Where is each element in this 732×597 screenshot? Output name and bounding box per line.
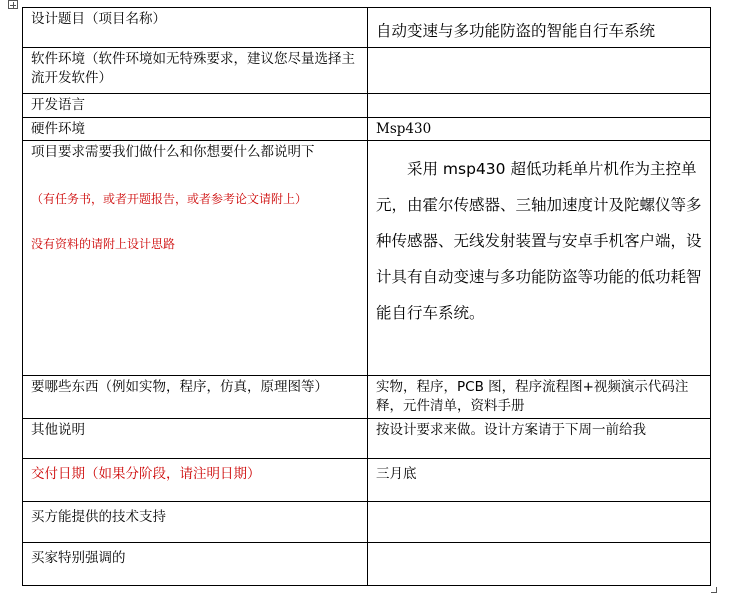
software-env-value[interactable] (368, 48, 711, 94)
requirements-text: 采用 msp430 超低功耗单片机作为主控单元，由霍尔传感器、三轴加速度计及陀螺仪等多种传感器、无线发射装置与安卓手机客户端，设计具有自动变速与多功能防盗等功能的低功耗智能自行车系统。 (376, 160, 702, 322)
table-row (23, 376, 711, 419)
table-row (23, 459, 711, 502)
design-idea-note: 没有资料的请附上设计思路 (31, 237, 176, 251)
dev-language-value[interactable] (368, 94, 711, 118)
attachment-note: （有任务书，或者开题报告，或者参考论文请附上） (31, 192, 308, 206)
label-cell: 开发语言 (23, 94, 368, 118)
table-row (23, 419, 711, 459)
table-row (23, 94, 711, 118)
requirements-value[interactable] (368, 141, 711, 376)
delivery-date-value[interactable]: 三月底 (368, 459, 711, 502)
label-cell: 买方能提供的技术支持 (23, 502, 368, 543)
table-row (23, 141, 711, 376)
label-cell (23, 141, 368, 376)
requirements-label: 项目要求需要我们做什么和你想要什么都说明下 (31, 144, 315, 160)
label-cell: 软件环境（软件环境如无特殊要求，建议您尽量选择主流开发软件） (23, 48, 368, 94)
deliverables-value[interactable]: 实物，程序，PCB 图，程序流程图+视频演示代码注释，元件清单，资料手册 (368, 376, 711, 419)
label-cell: 其他说明 (23, 419, 368, 459)
project-title-value[interactable]: 自动变速与多功能防盗的智能自行车系统 (368, 8, 711, 48)
other-notes-value[interactable]: 按设计要求来做。设计方案请于下周一前给我 (368, 419, 711, 459)
label-cell: 设计题目（项目名称） (23, 8, 368, 48)
tech-support-value[interactable] (368, 502, 711, 543)
label-cell: 硬件环境 (23, 118, 368, 141)
table-row (23, 502, 711, 543)
label-cell: 买家特别强调的 (23, 543, 368, 586)
project-requirements-table (22, 7, 711, 586)
label-cell: 交付日期（如果分阶段，请注明日期） (23, 459, 368, 502)
table-row (23, 543, 711, 586)
buyer-emphasis-value[interactable] (368, 543, 711, 586)
end-of-cell-mark (711, 587, 717, 593)
table-move-handle-icon[interactable] (8, 0, 18, 9)
table-row (23, 118, 711, 141)
table-row (23, 8, 711, 48)
label-cell: 要哪些东西（例如实物，程序，仿真，原理图等） (23, 376, 368, 419)
hardware-env-value[interactable]: Msp430 (368, 118, 711, 141)
table-row (23, 48, 711, 94)
